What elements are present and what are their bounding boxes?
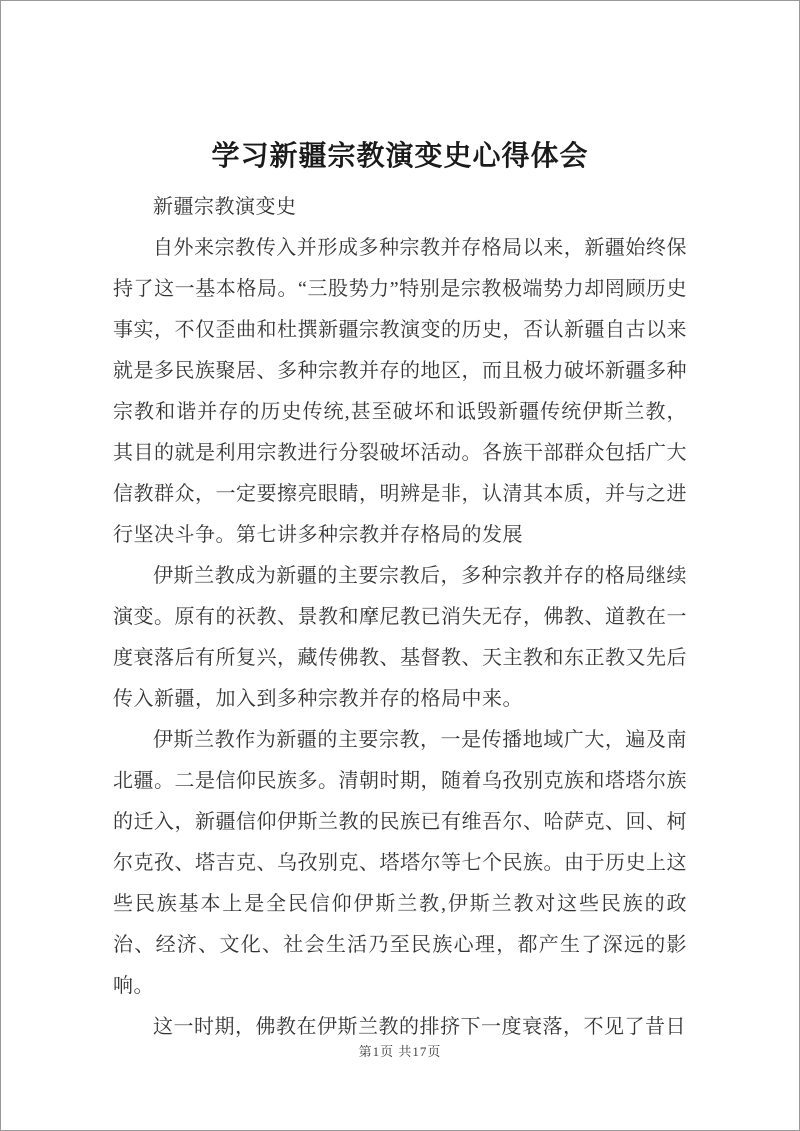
document-title: 学习新疆宗教演变史心得体会 bbox=[211, 141, 589, 172]
paragraph-heading-line: 新疆宗教演变史 bbox=[153, 196, 297, 218]
document-body bbox=[113, 137, 687, 1048]
paragraph-truncated: 这一时期，佛教在伊斯兰教的排挤下一度衰落，不见了昔日 bbox=[153, 1016, 686, 1038]
paragraph: 自外来宗教传入并形成多种宗教并存格局以来，新疆始终保持了这一基本格局。“三股势力”特别是宗教极端势力却罔顾历史事实，不仅歪曲和杜撰新疆宗教演变的历史，否认新疆自古以来就是多民族聚居、多种宗教并存的地区，而且极力破坏新疆多种宗教和谐并存的历史传统,甚至破坏和诋毁新疆传统伊斯兰教，其目的就是利用宗教进行分裂破坏活动。各族干部群众包括广大信教群众，一定要擦亮眼睛，明辨是非，认清其本质，并与之进行坚决斗争。第七讲多种宗教并存格局的发展 bbox=[113, 237, 687, 546]
paragraph: 伊斯兰教成为新疆的主要宗教后，多种宗教并存的格局继续演变。原有的祆教、景教和摩尼教已消失无存，佛教、道教在一度衰落后有所复兴，藏传佛教、基督教、天主教和东正教又先后传入新疆，加入到多种宗教并存的格局中来。 bbox=[113, 565, 687, 710]
page-number-footer: 第1页 共17页 bbox=[358, 1044, 442, 1059]
paragraph: 伊斯兰教作为新疆的主要宗教，一是传播地域广大，遍及南北疆。二是信仰民族多。清朝时期，随着乌孜别克族和塔塔尔族的迁入，新疆信仰伊斯兰教的民族已有维吾尔、哈萨克、回、柯尔克孜、塔吉克、乌孜别克、塔塔尔等七个民族。由于历史上这些民族基本上是全民信仰伊斯兰教,伊斯兰教对这些民族的政治、经济、文化、社会生活乃至民族心理，都产生了深远的影响。 bbox=[113, 729, 687, 997]
